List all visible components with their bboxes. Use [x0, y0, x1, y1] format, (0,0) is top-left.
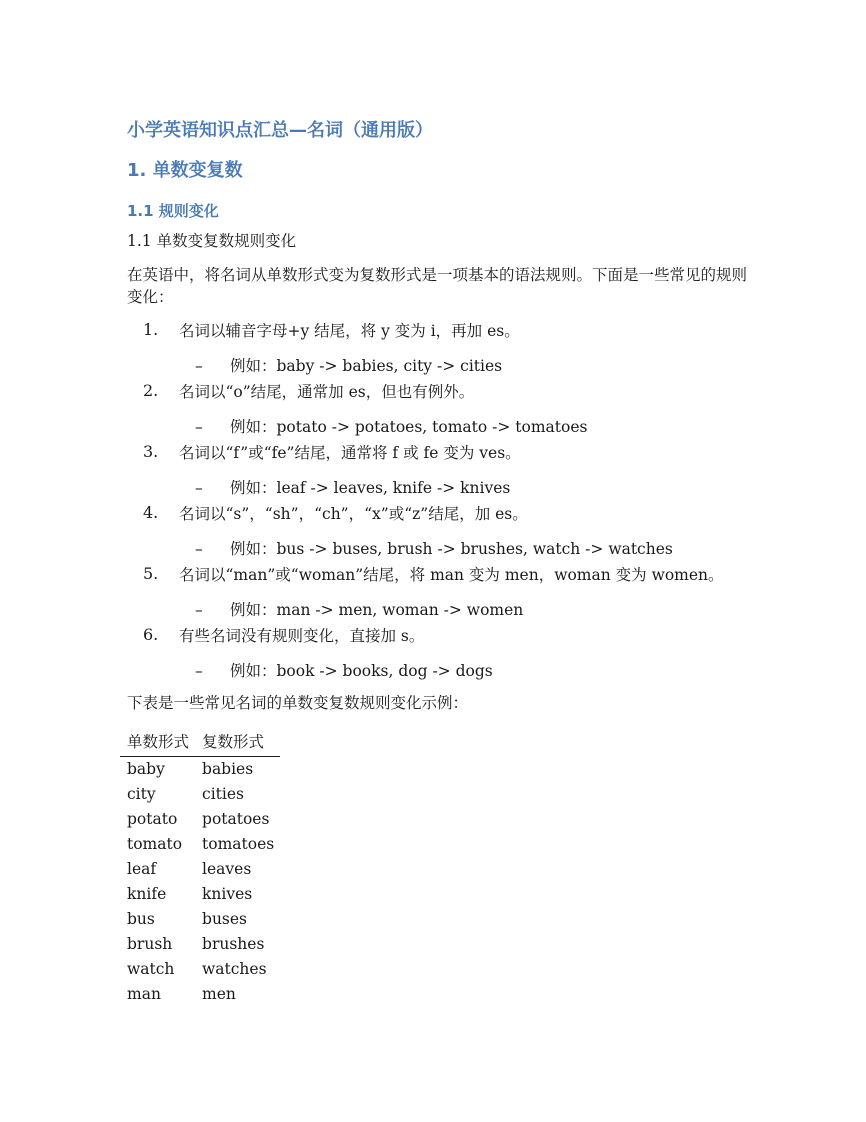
example-text: 例如：potato -> potatoes, tomato -> tomatoes — [230, 418, 588, 436]
column-header-plural: 复数形式 — [195, 730, 280, 757]
rule-text: 名词以“o”结尾，通常加 es，但也有例外。 — [179, 383, 475, 401]
singular-cell: leaf — [127, 860, 157, 878]
rule-text: 有些名词没有规则变化，直接加 s。 — [179, 627, 425, 645]
plural-cell: knives — [202, 885, 253, 903]
plural-table — [120, 730, 280, 1007]
example-line — [127, 590, 747, 625]
table-row — [120, 907, 280, 932]
table-row — [120, 857, 280, 882]
rules-list — [127, 320, 747, 686]
list-number: 2. — [143, 381, 159, 400]
subsection-heading: 1.1 规则变化 — [127, 202, 219, 220]
dash-bullet: – — [195, 662, 203, 680]
example-text: 例如：baby -> babies, city -> cities — [230, 357, 503, 375]
table-intro: 下表是一些常见名词的单数变复数规则变化示例： — [127, 694, 469, 712]
table-row — [120, 882, 280, 907]
singular-cell: bus — [127, 910, 155, 928]
example-text: 例如：bus -> buses, brush -> brushes, watch -> watches — [230, 540, 673, 558]
table-row — [120, 782, 280, 807]
rule-text: 名词以辅音字母+y 结尾，将 y 变为 i，再加 es。 — [179, 322, 520, 340]
list-number: 1. — [143, 320, 159, 339]
document-title: 小学英语知识点汇总—名词（通用版） — [127, 120, 433, 141]
list-number: 5. — [143, 564, 159, 583]
table-row — [120, 807, 280, 832]
dash-bullet: – — [195, 601, 203, 619]
dash-bullet: – — [195, 479, 203, 497]
list-number: 3. — [143, 442, 159, 461]
dash-bullet: – — [195, 357, 203, 375]
plural-cell: leaves — [202, 860, 252, 878]
table-row — [120, 757, 280, 783]
example-line — [127, 346, 747, 381]
example-line — [127, 468, 747, 503]
rule-text: 名词以“f”或“fe”结尾，通常将 f 或 fe 变为 ves。 — [179, 444, 521, 462]
rule-text: 名词以“man”或“woman”结尾，将 man 变为 men，woman 变为 women。 — [179, 566, 724, 584]
table-row — [120, 957, 280, 982]
example-text: 例如：leaf -> leaves, knife -> knives — [230, 479, 511, 497]
document-page — [127, 112, 747, 1007]
example-line — [127, 407, 747, 442]
plural-cell: watches — [202, 960, 267, 978]
list-item — [127, 381, 747, 442]
list-item — [127, 564, 747, 625]
list-number: 6. — [143, 625, 159, 644]
plural-cell: brushes — [202, 935, 265, 953]
table-row — [120, 832, 280, 857]
plural-cell: potatoes — [202, 810, 270, 828]
plural-cell: men — [202, 985, 236, 1003]
intro-paragraph: 在英语中，将名词从单数形式变为复数形式是一项基本的语法规则。下面是一些常见的规则变化： — [127, 266, 748, 306]
example-text: 例如：book -> books, dog -> dogs — [230, 662, 493, 680]
example-line — [127, 529, 747, 564]
list-item — [127, 320, 747, 381]
table-row — [120, 932, 280, 957]
list-item — [127, 625, 747, 686]
plural-cell: cities — [202, 785, 244, 803]
dash-bullet: – — [195, 418, 203, 436]
list-number: 4. — [143, 503, 159, 522]
table-row — [120, 982, 280, 1007]
singular-cell: tomato — [127, 835, 183, 853]
singular-cell: brush — [127, 935, 173, 953]
list-item — [127, 442, 747, 503]
example-text: 例如：man -> men, woman -> women — [230, 601, 524, 619]
plural-cell: babies — [202, 760, 254, 778]
singular-cell: knife — [127, 885, 167, 903]
dash-bullet: – — [195, 540, 203, 558]
example-line — [127, 651, 747, 686]
plural-cell: buses — [202, 910, 248, 928]
plural-cell: tomatoes — [202, 835, 275, 853]
table-header-row — [120, 730, 280, 757]
singular-cell: watch — [127, 960, 175, 978]
list-item — [127, 503, 747, 564]
singular-cell: baby — [127, 760, 165, 778]
singular-cell: man — [127, 985, 161, 1003]
singular-cell: city — [127, 785, 156, 803]
column-header-singular: 单数形式 — [120, 730, 195, 757]
singular-cell: potato — [127, 810, 178, 828]
rule-text: 名词以“s”，“sh”，“ch”，“x”或“z”结尾，加 es。 — [179, 505, 528, 523]
section-heading: 1. 单数变复数 — [127, 160, 243, 181]
subsection-subtitle: 1.1 单数变复数规则变化 — [127, 232, 297, 250]
